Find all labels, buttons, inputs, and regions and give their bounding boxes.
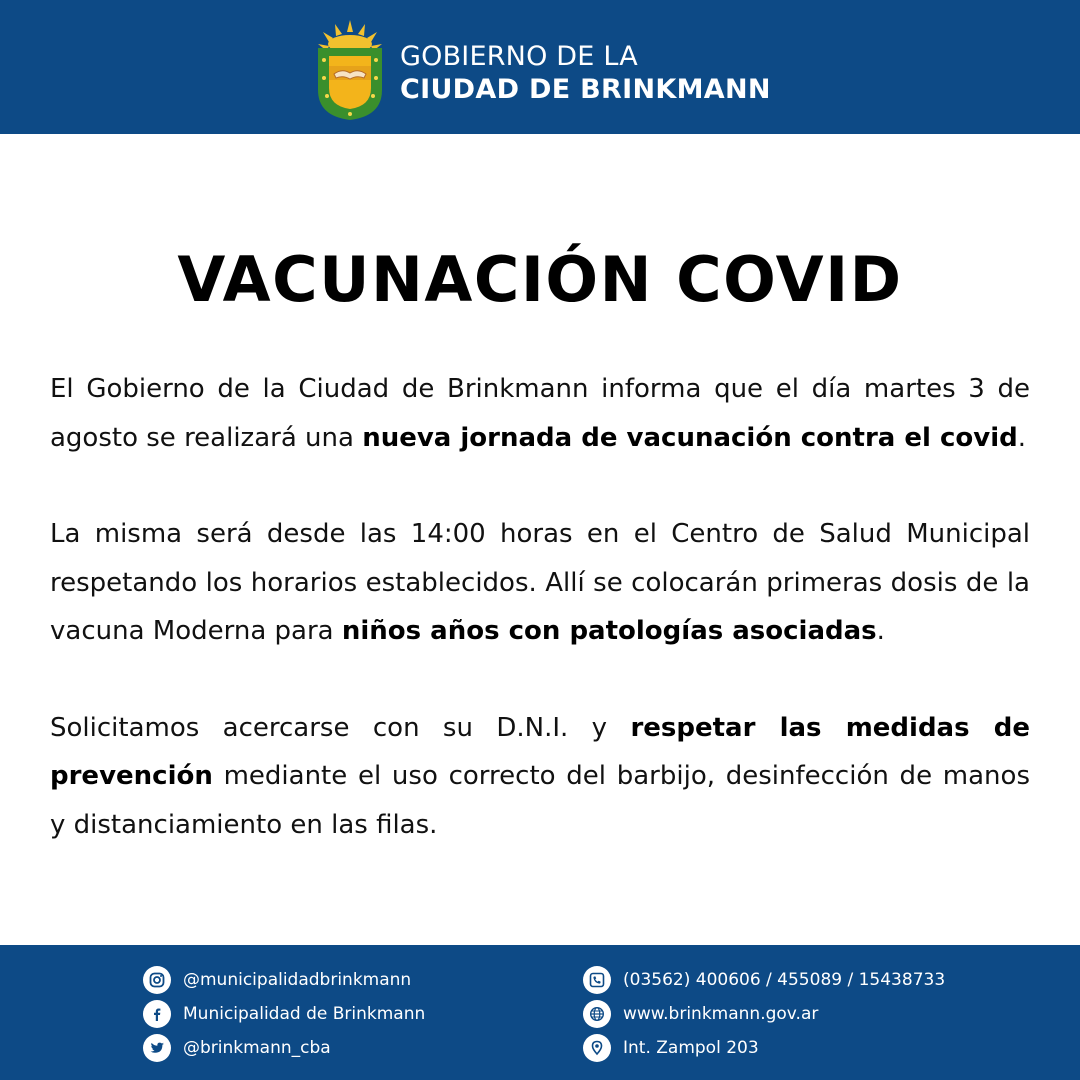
header-banner [0,0,1080,134]
contact-facebook[interactable] [143,999,425,1029]
website-url: www.brinkmann.gov.ar [623,1004,819,1024]
instagram-icon [143,966,171,994]
paragraph-2-bold: niños años con patologías asociadas [341,616,877,646]
paragraph-2-end: . [876,616,885,646]
globe-icon [583,1000,611,1028]
paragraph-2-text: La misma será desde las 14:00 horas en el Centro de Salud Municipal respetando los horarios establecidos. Allí se colocarán primeras dosis de la vacuna Moderna para [50,519,1030,646]
location-pin-icon [583,1034,611,1062]
phone-numbers: (03562) 400606 / 455089 / 15438733 [623,970,946,990]
org-name-line2: CIUDAD DE BRINKMANN [400,74,771,105]
paragraph-3 [50,704,1030,850]
org-name-line1: GOBIERNO DE LA [400,41,638,72]
contact-twitter[interactable] [143,1033,331,1063]
announcement-body [50,365,1030,897]
paragraph-3-bold: respetar las medidas de prevención [50,712,1030,791]
contact-phone[interactable] [583,965,945,995]
paragraph-1-end: . [1017,422,1027,453]
footer-contact-bar [0,945,1080,1080]
paragraph-3-end: mediante el uso correcto del barbijo, desinfección de manos y distanciamiento en las filas. [50,761,1030,840]
paragraph-1 [50,365,1030,462]
paragraph-2 [50,510,1030,656]
municipal-crest-icon [315,18,385,122]
contact-instagram[interactable] [143,965,411,995]
paragraph-1-text: El Gobierno de la Ciudad de Brinkmann informa que el día martes 3 de agosto se realizará una [50,374,1030,453]
facebook-icon [143,1000,171,1028]
paragraph-1-bold: nueva jornada de vacunación contra el covid [362,422,1018,453]
phone-icon [583,966,611,994]
street-address: Int. Zampol 203 [623,1038,759,1058]
contact-website[interactable] [583,999,818,1029]
twitter-handle: @brinkmann_cba [183,1038,331,1058]
contact-address[interactable] [583,1033,759,1063]
instagram-handle: @municipalidadbrinkmann [183,970,412,990]
facebook-page: Municipalidad de Brinkmann [183,1004,426,1024]
twitter-icon [143,1034,171,1062]
paragraph-3-text: Solicitamos acercarse con su D.N.I. y [50,712,631,743]
organization-name [400,40,771,106]
page-title: VACUNACIÓN COVID [177,243,903,316]
